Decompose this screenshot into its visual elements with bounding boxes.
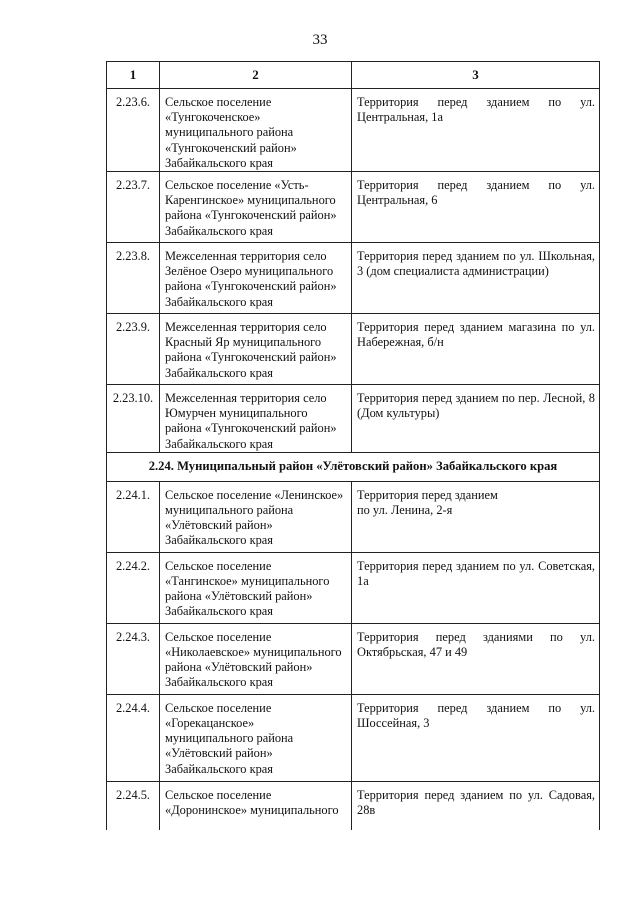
row-number: 2.23.7. (107, 172, 160, 243)
row-number: 2.24.5. (107, 781, 160, 830)
row-number: 2.24.3. (107, 623, 160, 694)
entity-line: Сельское поселение (165, 558, 272, 573)
entity-cell (160, 314, 352, 385)
entity-cell (160, 172, 352, 243)
entity-line: «Доронинское» муниципального (165, 803, 339, 818)
table-row (107, 385, 600, 453)
entity-line: Забайкальского края (165, 365, 273, 380)
entity-line: Межселенная территория село (165, 249, 327, 264)
column-header-1: 1 (107, 62, 160, 89)
table-row (107, 89, 600, 172)
entity-line: Зелёное Озеро муниципального (165, 264, 334, 279)
column-header-2: 2 (160, 62, 352, 89)
table-row (107, 243, 600, 314)
entity-line: «Горекацанское» (165, 716, 255, 731)
location-cell: Территория перед зданиями по ул. Октябрьская, 47 и 49 (352, 623, 600, 694)
location-cell: Территория перед зданием по ул. Школьная, 3 (дом специалиста администрации) (352, 243, 600, 314)
table-row (107, 481, 600, 552)
location-cell (352, 481, 600, 552)
entity-line: Сельское поселение (165, 95, 272, 109)
row-number: 2.24.1. (107, 481, 160, 552)
entity-line: района «Тунгокоченский район» (165, 350, 337, 365)
table-row (107, 314, 600, 385)
entity-cell (160, 385, 352, 453)
entity-line: Забайкальского края (165, 533, 273, 548)
entity-line: Забайкальского края (165, 604, 273, 619)
table-row (107, 694, 600, 781)
entity-line: Сельское поселение (165, 787, 272, 802)
entity-line: «Тунгокоченский район» (165, 140, 297, 155)
entity-cell (160, 243, 352, 314)
entity-line: Сельское поселение «Ленинское» (165, 487, 344, 502)
entity-line: Красный Яр муниципального (165, 335, 322, 350)
page-number: 33 (312, 32, 328, 48)
settlements-table (106, 61, 600, 830)
section-title: 2.24. Муниципальный район «Улётовский район» Забайкальского края (107, 452, 600, 481)
entity-line: Забайкальского края (165, 675, 273, 690)
location-line: по ул. Ленина, 2-я (357, 503, 453, 518)
row-number: 2.23.9. (107, 314, 160, 385)
entity-line: района «Улётовский район» (165, 589, 313, 604)
location-cell: Территория перед зданием по пер. Лесной, 8 (Дом культуры) (352, 385, 600, 453)
table-body (107, 62, 600, 831)
table-header-row (107, 62, 600, 89)
row-number: 2.24.2. (107, 552, 160, 623)
entity-line: района «Тунгокоченский район» (165, 208, 337, 223)
row-number: 2.24.4. (107, 694, 160, 781)
entity-line: «Улётовский район» (165, 518, 273, 533)
entity-cell (160, 781, 352, 830)
column-header-3: 3 (352, 62, 600, 89)
entity-line: района «Тунгокоченский район» (165, 279, 337, 294)
entity-line: муниципального района (165, 503, 294, 518)
section-heading-row (107, 452, 600, 481)
table-row (107, 552, 600, 623)
row-number: 2.23.10. (107, 385, 160, 453)
entity-line: района «Улётовский район» (165, 660, 313, 675)
entity-line: «Тангинское» муниципального (165, 574, 330, 589)
entity-line: Сельское поселение (165, 629, 272, 644)
location-cell: Территория перед зданием по ул. Центральная, 6 (352, 172, 600, 243)
entity-line: Забайкальского края (165, 761, 273, 776)
entity-cell (160, 552, 352, 623)
location-cell: Территория перед зданием по ул. Центральная, 1а (352, 89, 600, 172)
entity-cell (160, 623, 352, 694)
entity-line: Забайкальского края (165, 155, 273, 170)
entity-line: Сельское поселение «Усть- (165, 178, 309, 193)
entity-line: Межселенная территория село (165, 391, 327, 406)
table-row (107, 781, 600, 830)
location-cell: Территория перед зданием по ул. Садовая, 28в (352, 781, 600, 830)
entity-line: «Тунгокоченское» (165, 110, 261, 125)
location-cell: Территория перед зданием по ул. Советская, 1а (352, 552, 600, 623)
row-number: 2.23.8. (107, 243, 160, 314)
entity-line: Каренгинское» муниципального (165, 193, 336, 208)
location-cell: Территория перед зданием по ул. Шоссейная, 3 (352, 694, 600, 781)
row-number: 2.23.6. (107, 89, 160, 172)
entity-line: Забайкальского края (165, 436, 273, 451)
entity-line: муниципального района (165, 125, 294, 140)
entity-line: Забайкальского края (165, 294, 273, 309)
entity-line: Забайкальского края (165, 223, 273, 238)
entity-line: муниципального района (165, 731, 294, 746)
entity-line: «Николаевское» муниципального (165, 645, 342, 660)
entity-line: района «Тунгокоченский район» (165, 421, 337, 436)
entity-line: Межселенная территория село (165, 320, 327, 335)
entity-cell (160, 89, 352, 172)
table-row (107, 623, 600, 694)
entity-cell (160, 481, 352, 552)
entity-line: Юмурчен муниципального (165, 406, 308, 421)
entity-line: Сельское поселение (165, 700, 272, 715)
location-line: Территория перед зданием (357, 487, 498, 502)
entity-cell (160, 694, 352, 781)
table-row (107, 172, 600, 243)
location-cell: Территория перед зданием магазина по ул. Набережная, б/н (352, 314, 600, 385)
entity-line: «Улётовский район» (165, 746, 273, 761)
